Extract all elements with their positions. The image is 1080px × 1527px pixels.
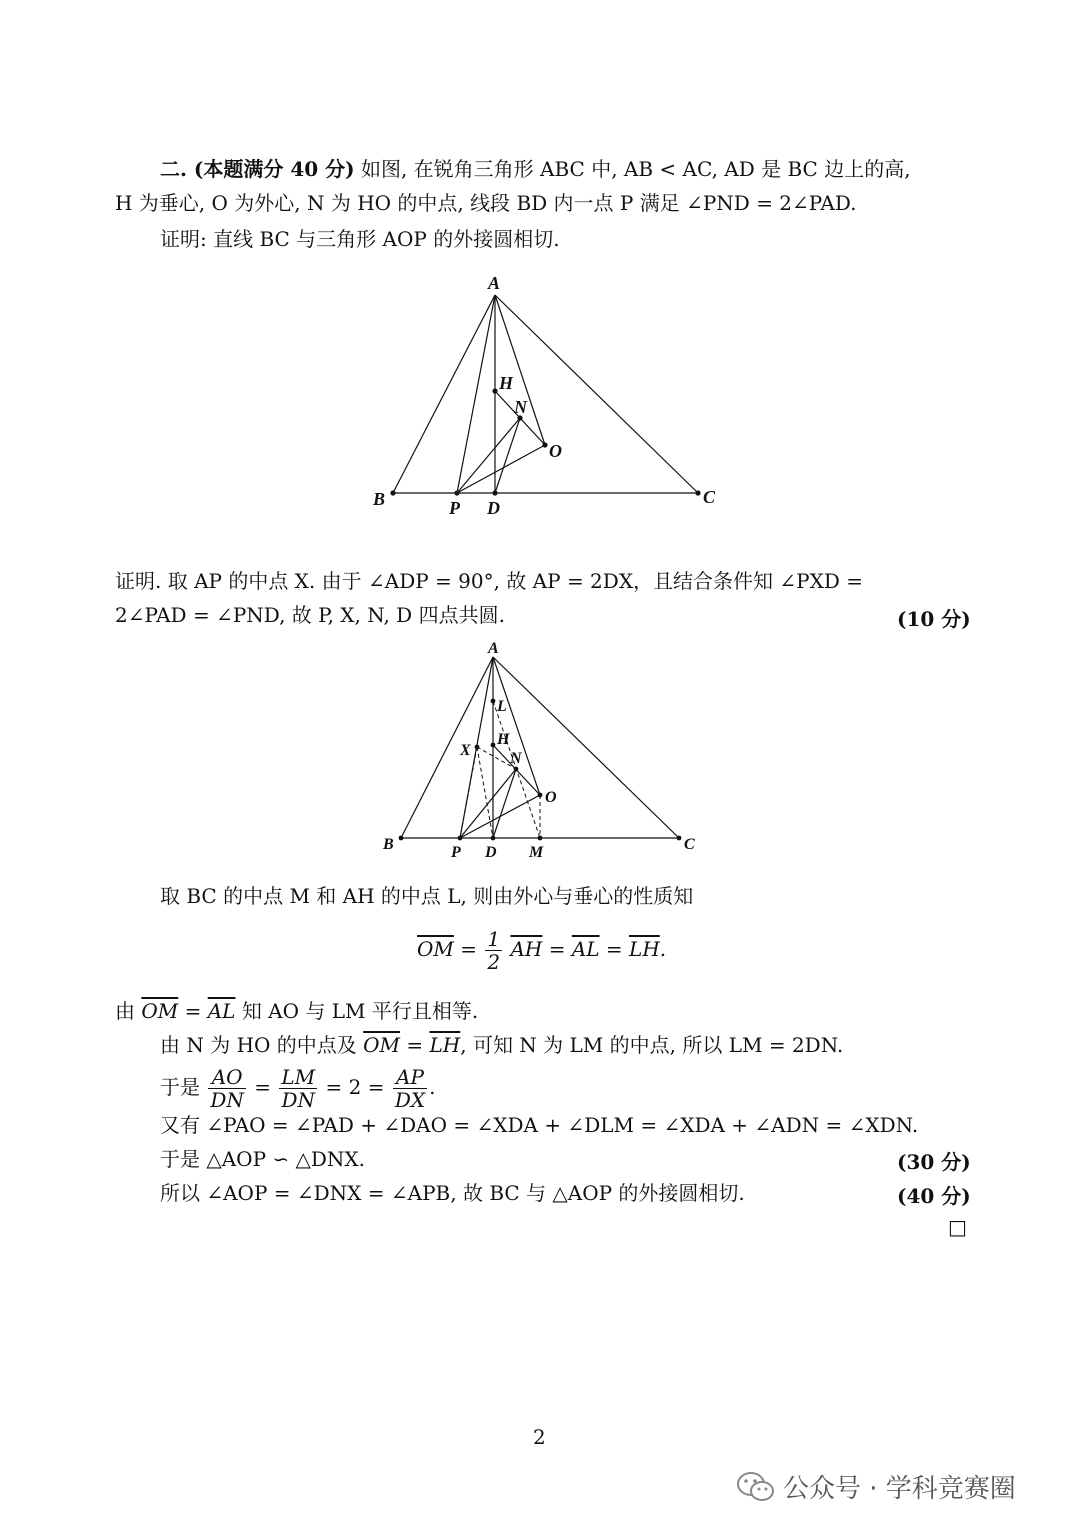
proof-line-6 [160, 1064, 435, 1111]
wechat-icon [735, 1470, 775, 1504]
vec-LH: $\overline{LH}$ [629, 937, 660, 961]
equals-sign: = [460, 937, 477, 961]
problem-line-2: H 为垂心, O 为外心, N 为 HO 的中点, 线段 BD 内一点 P 满足 ∠PND = 2∠PAD. [115, 191, 857, 215]
page-number: 2 [533, 1425, 546, 1449]
text-segment: 由 [115, 999, 135, 1023]
fig2-label-H: H [497, 731, 510, 748]
fig2-label-A: A [488, 640, 499, 657]
fraction-denominator: 2 [487, 950, 501, 974]
text-segment: 由 N 为 HO 的中点及 [160, 1033, 357, 1057]
fig1-label-B: B [373, 489, 386, 509]
equals-sign: = [548, 937, 566, 961]
fraction-numerator: LM [281, 1065, 316, 1089]
proof-line-1: 证明. 取 AP 的中点 X. 由于 ∠ADP = 90°, 故 AP = 2DX，且结合条件知 ∠PXD = [115, 569, 864, 593]
vec-AH: $\overline{AH}$ [510, 937, 543, 961]
fig1-label-H: H [499, 373, 514, 393]
fig1-label-N: N [514, 397, 527, 417]
fraction-numerator: AP [393, 1066, 427, 1089]
fig1-label-P: P [449, 498, 460, 518]
problem-heading: 二. (本题满分 40 分) [160, 157, 355, 181]
vec-LH: $\overline{LH}$ [429, 1033, 461, 1057]
score-10: (10 分) [897, 607, 971, 631]
period: . [659, 937, 667, 961]
text-segment: = 2 = [325, 1075, 385, 1099]
proof-line-5 [160, 1032, 843, 1058]
fig2-label-C: C [684, 836, 695, 853]
fig2-label-N: N [510, 750, 522, 767]
text-segment: 于是 [160, 1075, 200, 1099]
fig1-label-D: D [487, 498, 500, 518]
proof-line-3: 取 BC 的中点 M 和 AH 的中点 L, 则由外心与垂心的性质知 [160, 884, 694, 908]
fraction-numerator: 1 [487, 927, 501, 951]
fig2-label-X: X [460, 742, 471, 759]
period: . [429, 1075, 436, 1099]
fig2-label-P: P [451, 844, 461, 861]
fraction-numerator: AO [208, 1066, 246, 1089]
footer-text: 公众号 · 学科竞赛圈 [783, 1474, 1016, 1504]
proof-line-4 [115, 998, 478, 1024]
problem-text-1: 如图, 在锐角三角形 ABC 中, AB < AC, AD 是 BC 边上的高, [360, 157, 911, 181]
equals-sign: = [406, 1033, 424, 1057]
equals-sign: = [605, 937, 623, 961]
fig2-label-B: B [383, 836, 394, 853]
score-30: (30 分) [897, 1150, 971, 1174]
vec-AL: $\overline{AL}$ [571, 937, 600, 961]
fig2-label-L: L [497, 698, 507, 715]
fig2-label-D: D [485, 844, 497, 861]
fraction-AP-DX [393, 1066, 427, 1111]
text-segment: , 可知 N 为 LM 的中点, 所以 LM = 2DN. [460, 1033, 844, 1057]
fig1-label-O: O [549, 441, 562, 461]
proof-line-2: 2∠PAD = ∠PND, 故 P, X, N, D 四点共圆. [115, 603, 505, 627]
fig1-label-A: A [488, 273, 501, 293]
proof-line-7: 又有 ∠PAO = ∠PAD + ∠DAO = ∠XDA + ∠DLM = ∠XDA + ∠ADN = ∠XDN. [160, 1113, 919, 1137]
fraction-AO-DN [208, 1066, 246, 1111]
fraction-half [485, 928, 502, 973]
vec-OM: $\overline{OM}$ [363, 1033, 401, 1057]
vec-OM: $\overline{OM}$ [141, 999, 179, 1023]
vec-OM: $\overline{OM}$ [417, 937, 454, 961]
vec-AL: $\overline{AL}$ [207, 999, 236, 1023]
footer-watermark [735, 1468, 1016, 1505]
vector-equation [417, 925, 666, 973]
fraction-denominator: DN [281, 1088, 316, 1112]
qed-mark: □ [948, 1215, 967, 1239]
equals-sign: = [184, 999, 202, 1023]
proof-line-9: 所以 ∠AOP = ∠DNX = ∠APB, 故 BC 与 △AOP 的外接圆相切. [160, 1181, 745, 1205]
score-40: (40 分) [897, 1184, 971, 1208]
fraction-LM-DN [279, 1066, 317, 1111]
fig2-label-M: M [529, 844, 544, 861]
fraction-denominator: DX [394, 1088, 426, 1112]
proof-line-8: 于是 △AOP ∽ △DNX. [160, 1147, 366, 1171]
text-segment: 知 AO 与 LM 平行且相等. [241, 999, 479, 1023]
fig1-label-C: C [703, 487, 716, 507]
fraction-denominator: DN [210, 1088, 244, 1112]
fig2-label-O: O [545, 789, 557, 806]
equals-sign: = [254, 1075, 272, 1099]
problem-line-3: 证明: 直线 BC 与三角形 AOP 的外接圆相切. [160, 227, 560, 251]
